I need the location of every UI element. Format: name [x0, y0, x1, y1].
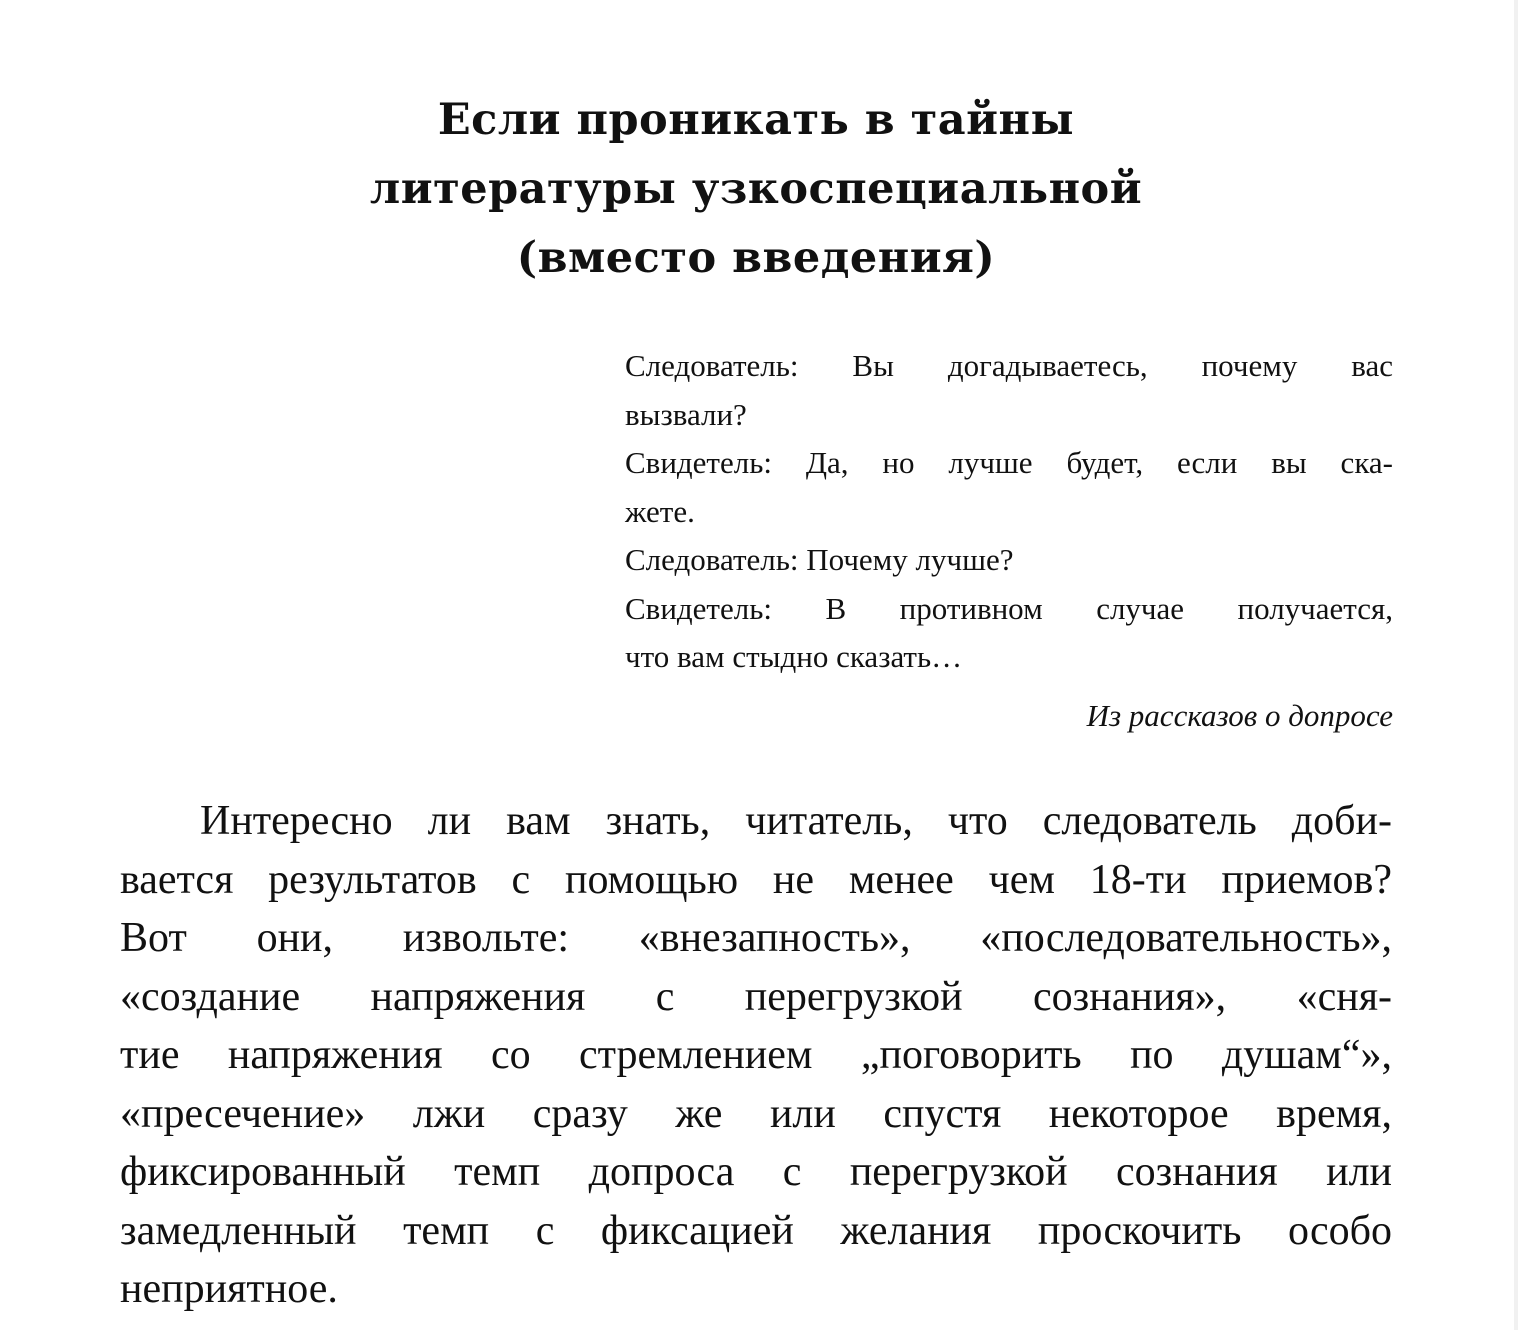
epigraph-line: что вам стыдно сказать…	[625, 639, 963, 674]
epigraph-line: Свидетель: Да, но лучше будет, если вы ска-	[625, 445, 1393, 480]
epigraph-line: жете.	[625, 493, 695, 529]
epigraph-line: Следователь: Вы догадываетесь, почему вас	[625, 348, 1393, 383]
epigraph-line: Следователь: Почему лучше?	[625, 542, 1014, 577]
chapter-title-line: Если проникать в тайны	[437, 95, 1075, 145]
body-line: «создание напряжения с перегрузкой сознания», «сня-	[120, 973, 1392, 1020]
epigraph-line: вызвали?	[625, 396, 747, 432]
epigraph-line: Свидетель: В противном случае получается,	[625, 590, 1393, 626]
chapter-title-line: литературы узкоспециальной	[369, 164, 1143, 214]
body-line: Вот они, извольте: «внезапность», «последовательность»,	[120, 915, 1392, 961]
body-line: Интересно ли вам знать, читатель, что следователь доби-	[200, 798, 1392, 844]
body-line: вается результатов с помощью не менее чем 18-ти приемов?	[120, 856, 1392, 903]
body-line: тие напряжения со стремлением „поговорить по душам“»,	[120, 1032, 1392, 1078]
epigraph-source: Из рассказов о допросе	[1086, 698, 1393, 733]
body-line: неприятное.	[120, 1266, 338, 1312]
page-edge-shadow	[1514, 0, 1518, 1330]
chapter-title	[120, 86, 1392, 293]
body-paragraph	[120, 792, 1392, 1319]
book-page	[120, 0, 1392, 1330]
body-line: «пресечение» лжи сразу же или спустя некоторое время,	[120, 1090, 1392, 1137]
body-line: замедленный темп с фиксацией желания проскочить особо	[120, 1207, 1392, 1254]
chapter-title-line: (вместо введения)	[516, 233, 996, 283]
epigraph	[625, 342, 1393, 682]
body-line: фиксированный темп допроса с перегрузкой сознания или	[120, 1149, 1392, 1195]
